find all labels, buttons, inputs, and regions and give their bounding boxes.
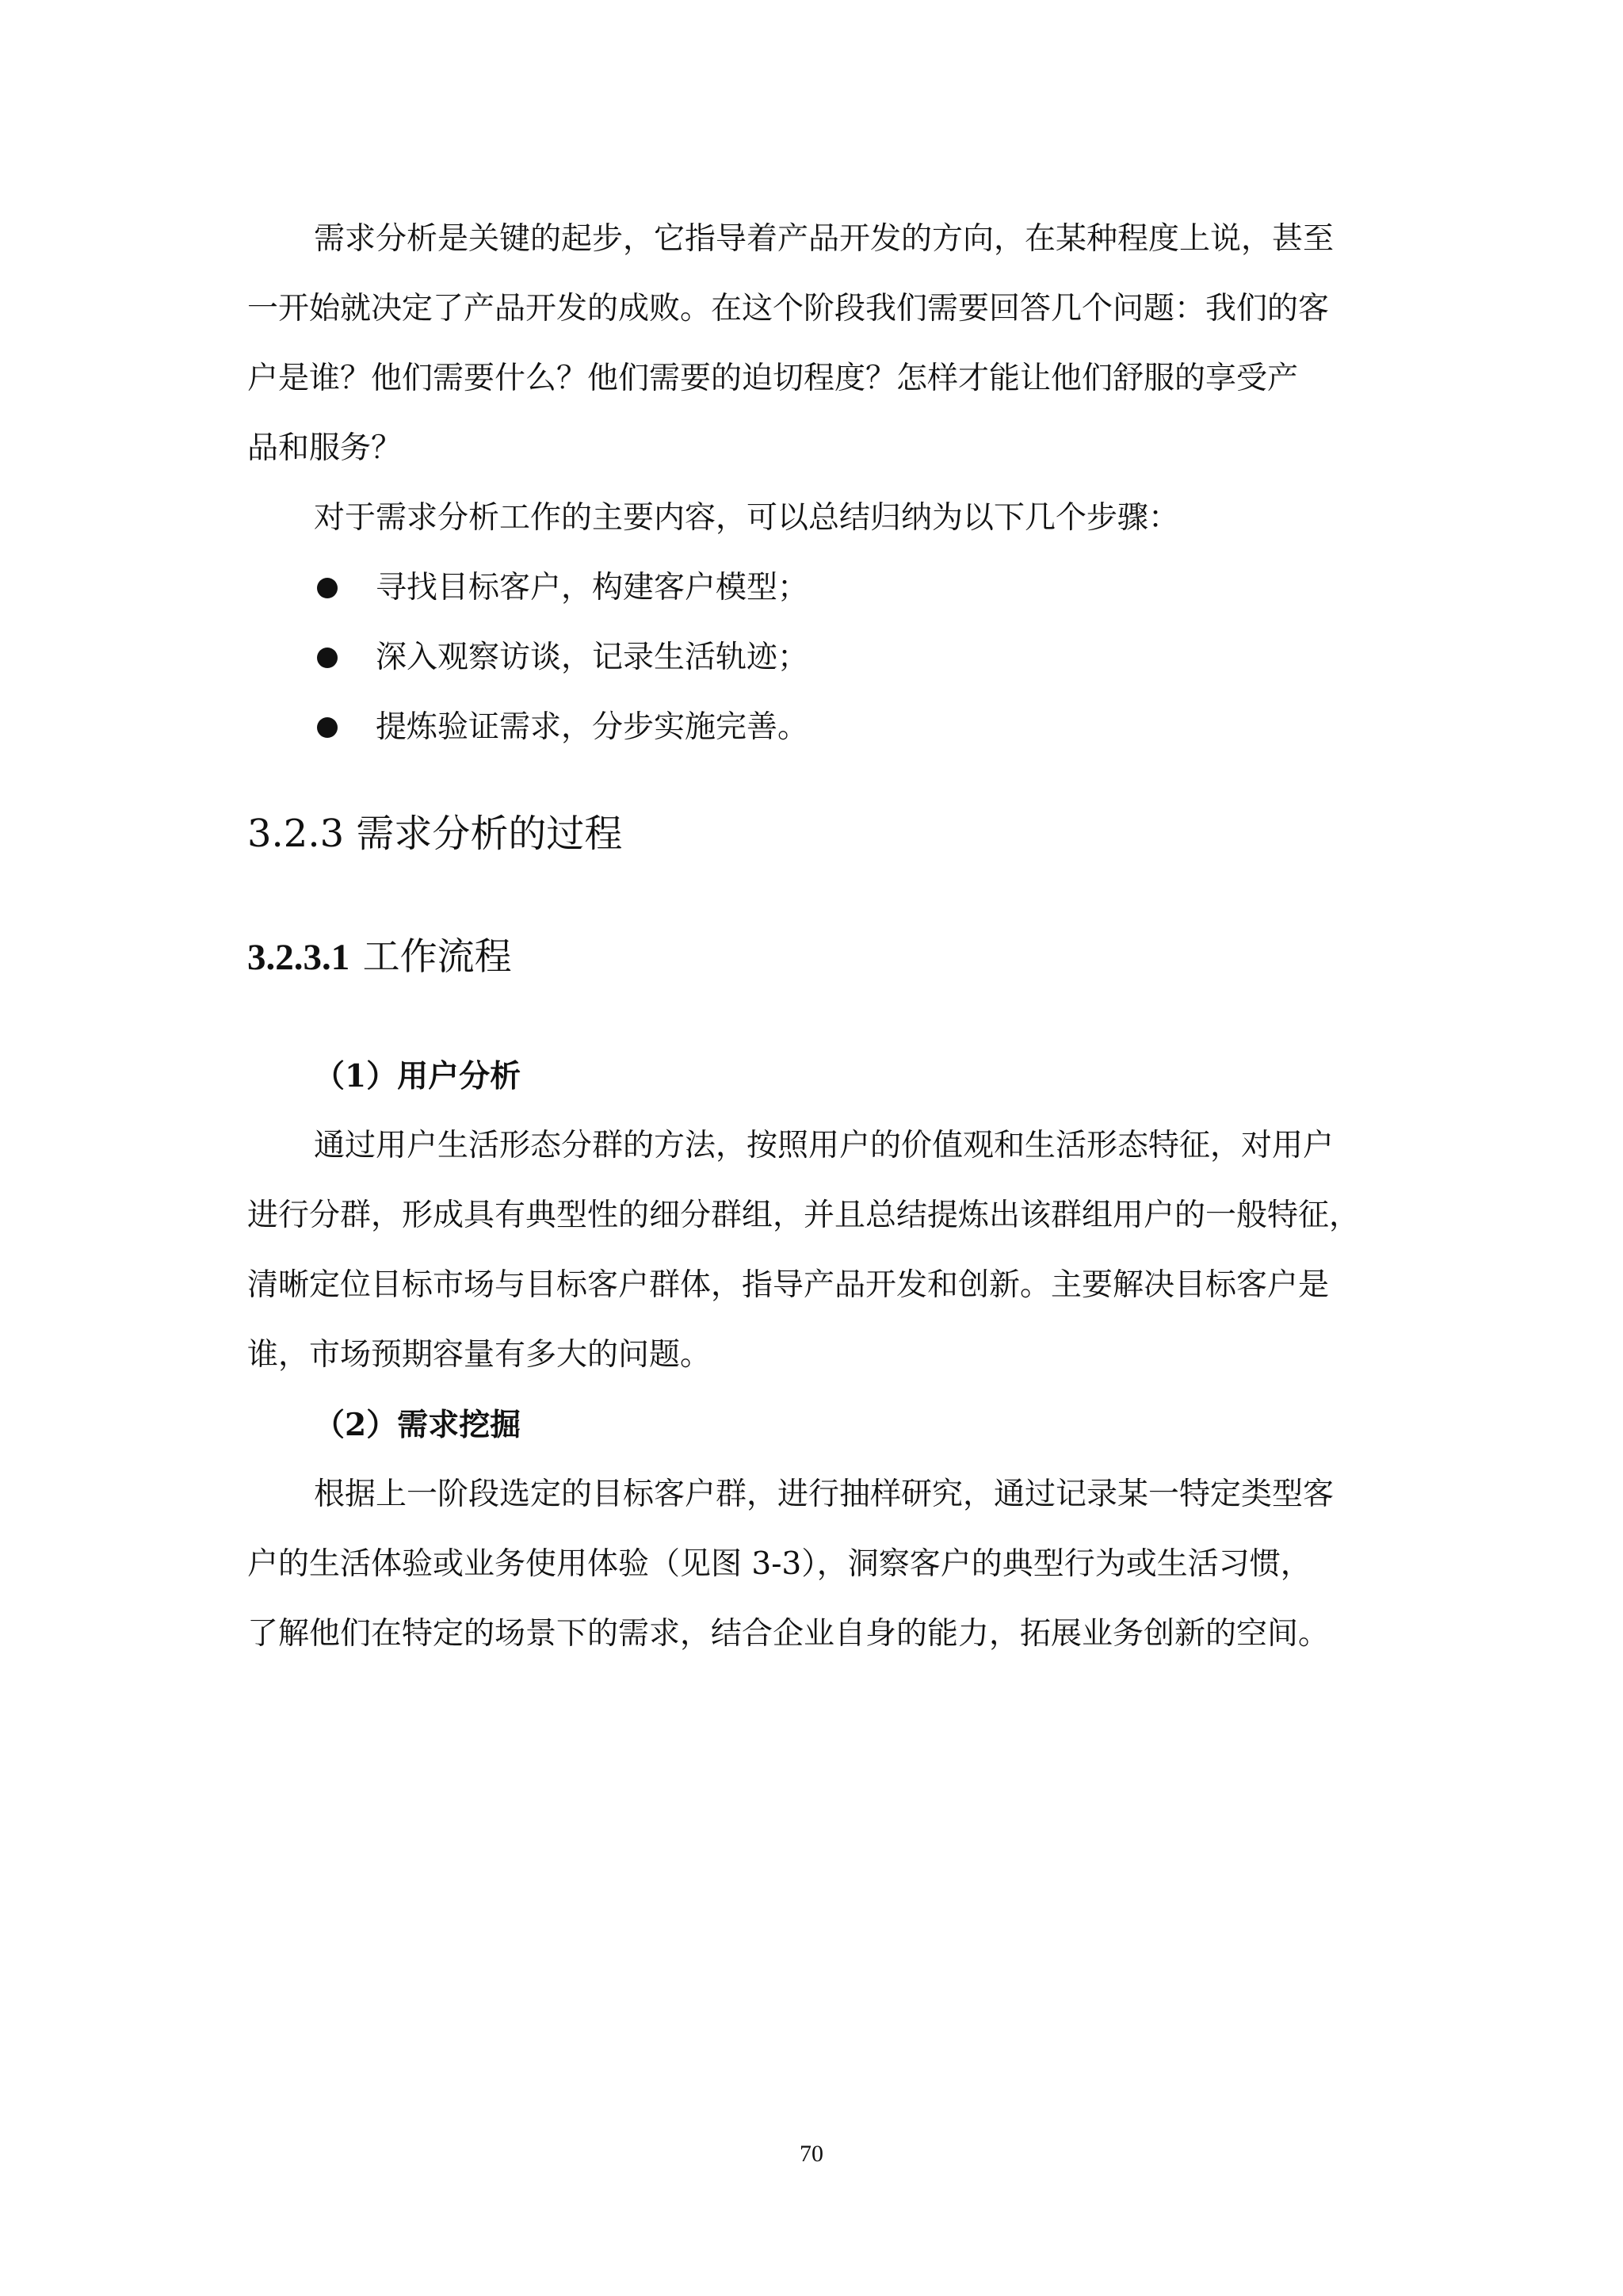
page-number: 70 bbox=[800, 2141, 823, 2167]
subsection-heading bbox=[247, 934, 1388, 981]
intro-paragraph bbox=[247, 204, 1388, 483]
subsection-number: 3.2.3.1 bbox=[247, 937, 350, 978]
list-item bbox=[247, 693, 1388, 762]
intro-line-1: 需求分析是关键的起步，它指导着产品开发的方向，在某种程度上说，甚至 bbox=[314, 221, 1335, 257]
list-item-text: 深入观察访谈，记录生活轨迹； bbox=[376, 640, 809, 675]
page-content bbox=[247, 204, 1388, 1669]
needs-mining-line-1: 根据上一阶段选定的目标客户群，进行抽样研究，通过记录某一特定类型客 bbox=[314, 1477, 1335, 1512]
user-analysis-line-4: 谁，市场预期容量有多大的问题。 bbox=[247, 1337, 712, 1373]
needs-mining-heading: （2）需求挖掘 bbox=[314, 1407, 521, 1443]
bullet-dot-icon bbox=[317, 578, 338, 598]
user-analysis-line-3: 清晰定位目标市场与目标客户群体，指导产品开发和创新。主要解决目标客户是 bbox=[247, 1267, 1330, 1303]
user-analysis-heading: （1）用户分析 bbox=[314, 1058, 521, 1095]
needs-mining-line-2: 户的生活体验或业务使用体验（见图 3-3），洞察客户的典型行为或生活习惯， bbox=[247, 1546, 1312, 1582]
needs-mining-line-3: 了解他们在特定的场景下的需求，结合企业自身的能力，拓展业务创新的空间。 bbox=[247, 1616, 1330, 1652]
summary-paragraph: 对于需求分析工作的主要内容，可以总结归纳为以下几个步骤： bbox=[314, 500, 1180, 536]
intro-line-4: 品和服务？ bbox=[247, 430, 403, 466]
steps-list bbox=[247, 553, 1388, 762]
list-item-text: 提炼验证需求，分步实施完善。 bbox=[376, 709, 809, 745]
bullet-dot-icon bbox=[317, 717, 338, 738]
list-item bbox=[247, 553, 1388, 623]
user-analysis-paragraph bbox=[247, 1111, 1388, 1390]
user-analysis-line-1: 通过用户生活形态分群的方法，按照用户的价值观和生活形态特征，对用户 bbox=[314, 1128, 1335, 1163]
intro-line-2: 一开始就决定了产品开发的成败。在这个阶段我们需要回答几个问题：我们的客 bbox=[247, 291, 1330, 327]
subsection-title: 工作流程 bbox=[362, 935, 512, 979]
intro-line-3: 户是谁？他们需要什么？他们需要的迫切程度？怎样才能让他们舒服的享受产 bbox=[247, 361, 1299, 396]
section-heading: 3.2.3 需求分析的过程 bbox=[247, 812, 623, 856]
needs-mining-paragraph bbox=[247, 1460, 1388, 1669]
bullet-dot-icon bbox=[317, 648, 338, 668]
list-item bbox=[247, 623, 1388, 693]
user-analysis-line-2: 进行分群，形成具有典型性的细分群组，并且总结提炼出该群组用户的一般特征， bbox=[247, 1198, 1361, 1233]
list-item-text: 寻找目标客户，构建客户模型； bbox=[376, 570, 809, 606]
